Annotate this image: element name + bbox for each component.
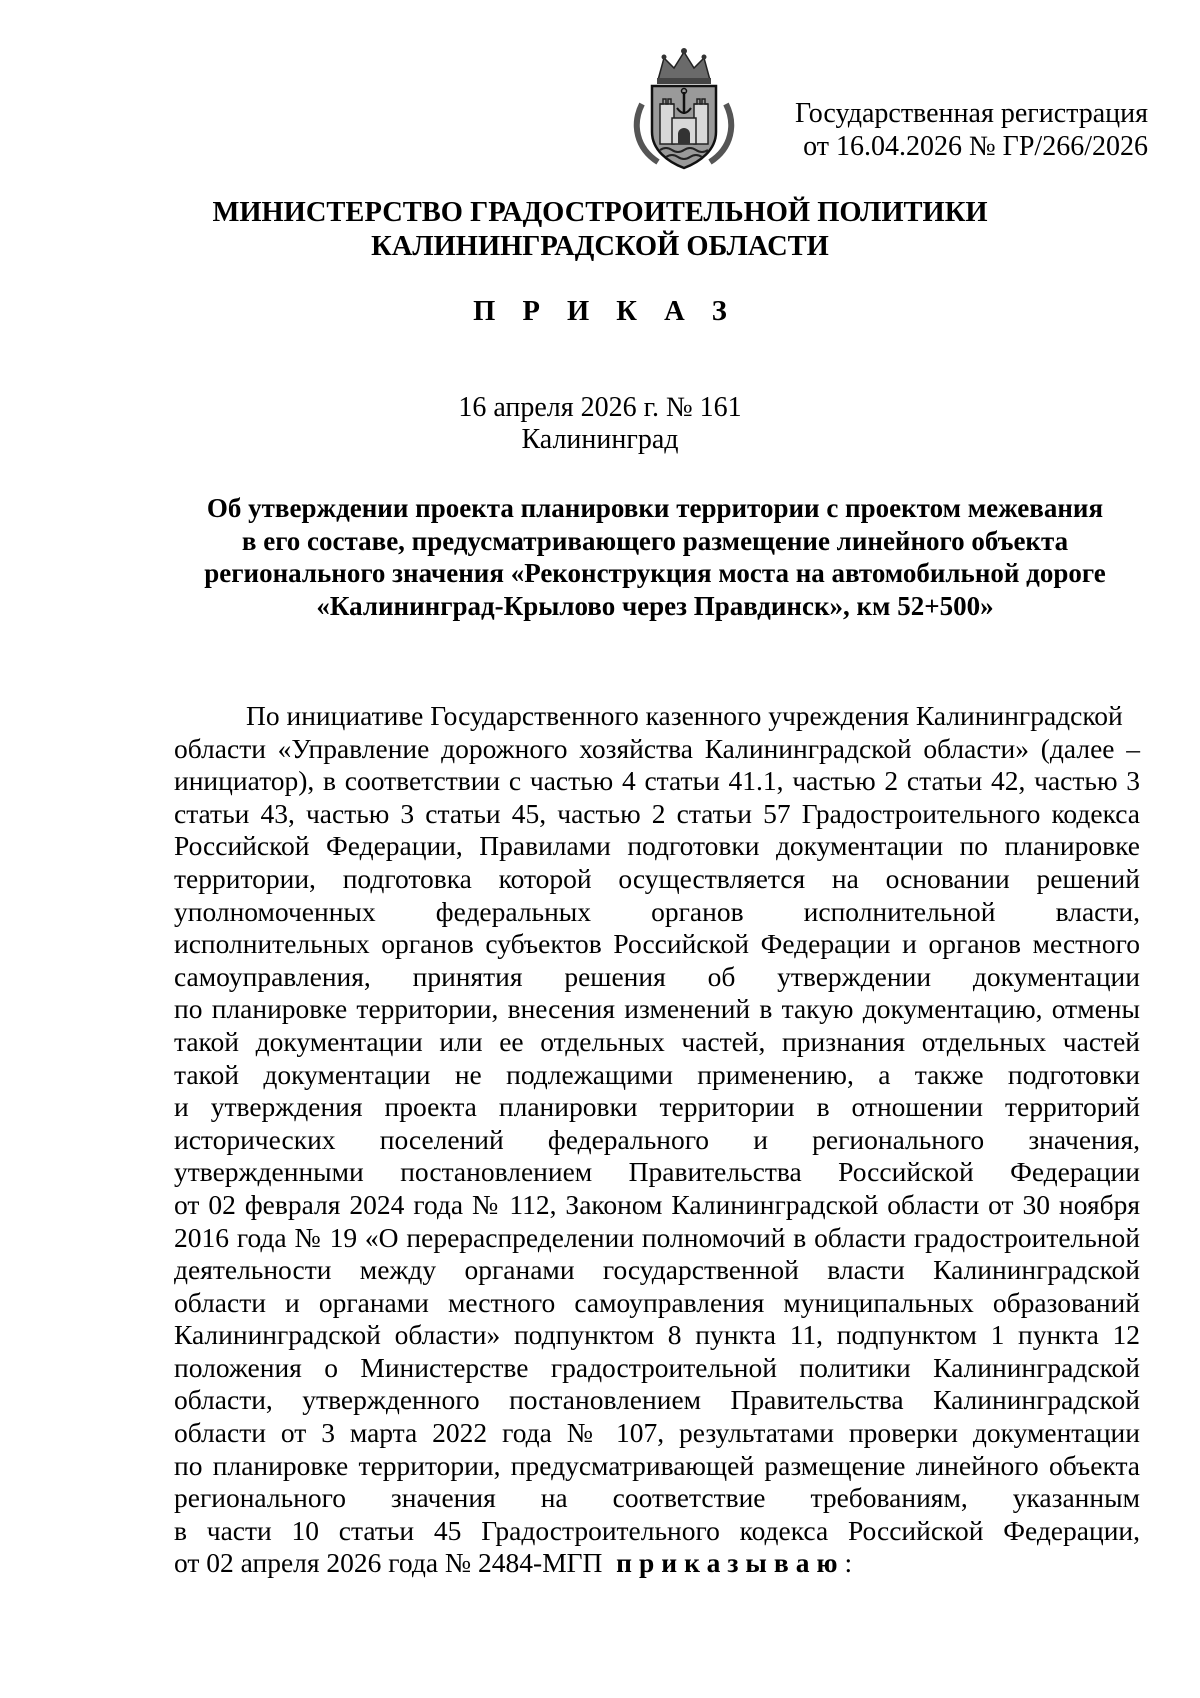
body-line: уполномоченных федеральных органов исполнительной власти,	[174, 895, 1140, 927]
date-and-place	[0, 392, 1200, 456]
body-line: исторических поселений федерального и регионального значения,	[174, 1123, 1140, 1155]
body-line: области от 3 марта 2022 года № 107, результатами проверки документации	[174, 1417, 1140, 1449]
body-line: такой документации не подлежащими применению, а также подготовки	[174, 1058, 1140, 1090]
body-line: положения о Министерстве градостроительной политики Калининградской	[174, 1351, 1140, 1383]
subject-line: «Калининград-Крылово через Правдинск», км 52+500»	[316, 590, 994, 621]
ministry-name-line-2: КАЛИНИНГРАДСКОЙ ОБЛАСТИ	[371, 231, 829, 262]
body-line: самоуправления, принятия решения об утверждении документации	[174, 960, 1140, 992]
body-line: от 02 февраля 2024 года № 112, Законом Калининградской области от 30 ноября	[174, 1188, 1140, 1220]
registration-stamp	[795, 97, 1148, 163]
body-line: области, утвержденного постановлением Правительства Калининградской	[174, 1384, 1140, 1416]
order-place: Калининград	[521, 424, 679, 455]
subject-line: в его составе, предусматривающего размещение линейного объекта	[241, 525, 1069, 556]
order-date-number: 16 апреля 2026 г. № 161	[458, 392, 742, 423]
body-line: инициатор), в соответствии с частью 4 статьи 41.1, частью 2 статьи 42, частью 3	[174, 765, 1140, 797]
body-line: Российской Федерации, Правилами подготовки документации по планировке	[174, 830, 1140, 862]
document-type-title: П Р И К А З	[473, 296, 737, 327]
body-line: области «Управление дорожного хозяйства Калининградской области» (далее –	[174, 732, 1140, 764]
registration-line-2: от 16.04.2026 № ГР/266/2026	[803, 131, 1148, 162]
order-command-word: приказываю	[616, 1547, 845, 1579]
body-line: 2016 года № 19 «О перераспределении полномочий в области градостроительной	[174, 1221, 1140, 1253]
body-line: по планировке территории, предусматривающей размещение линейного объекта	[174, 1449, 1140, 1481]
subject-line: Об утверждении проекта планировки территории с проектом межевания	[206, 493, 1104, 523]
body-line: деятельности между органами государственной власти Калининградской	[174, 1254, 1140, 1286]
coat-of-arms-emblem	[628, 44, 740, 172]
body-line: По инициативе Государственного казенного учреждения Калининградской	[246, 700, 1123, 731]
body-last-line-suffix: :	[844, 1547, 853, 1579]
body-line: регионального значения на соответствие требованиям, указанным	[174, 1482, 1140, 1514]
body-last-line-prefix: от 02 апреля 2026 года № 2484-МГП	[174, 1547, 603, 1579]
body-last-line	[174, 1547, 1140, 1580]
body-line: такой документации или ее отдельных частей, признания отдельных частей	[174, 1025, 1140, 1057]
body-line: в части 10 статьи 45 Градостроительного кодекса Российской Федерации,	[174, 1514, 1140, 1546]
ministry-name	[0, 196, 1200, 264]
order-body-paragraph	[174, 700, 1140, 1580]
body-line: исполнительных органов субъектов Российской Федерации и органов местного	[174, 928, 1140, 960]
body-line: статьи 43, частью 3 статьи 45, частью 2 статьи 57 Градостроительного кодекса	[174, 797, 1140, 829]
ministry-name-line-1: МИНИСТЕРСТВО ГРАДОСТРОИТЕЛЬНОЙ ПОЛИТИКИ	[212, 197, 988, 228]
body-line: Калининградской области» подпунктом 8 пункта 11, подпунктом 1 пункта 12	[174, 1319, 1140, 1351]
body-line: утвержденными постановлением Правительства Российской Федерации	[174, 1156, 1140, 1188]
body-line: области и органами местного самоуправления муниципальных образований	[174, 1286, 1140, 1318]
body-line: территории, подготовка которой осуществляется на основании решений	[174, 862, 1140, 894]
body-line: по планировке территории, внесения изменений в такую документацию, отмены	[174, 993, 1140, 1025]
order-subject	[170, 492, 1140, 622]
subject-line: регионального значения «Реконструкция моста на автомобильной дороге	[204, 558, 1106, 588]
body-line: и утверждения проекта планировки территории в отношении территорий	[174, 1091, 1140, 1123]
registration-line-1: Государственная регистрация	[795, 98, 1148, 129]
